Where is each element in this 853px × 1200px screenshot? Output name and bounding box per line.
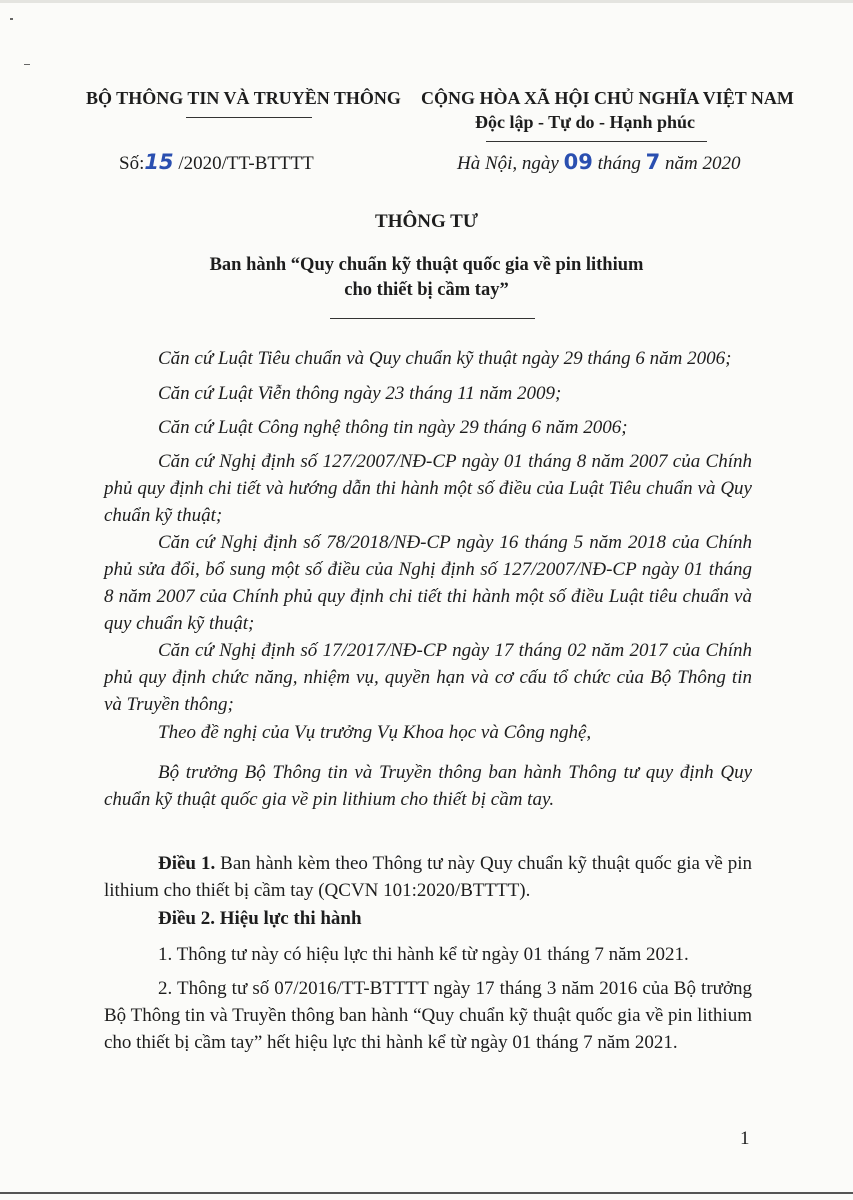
- doc-number-handwritten: 15: [144, 150, 174, 174]
- legal-basis-3: Căn cứ Luật Công nghệ thông tin ngày 29 tháng 6 năm 2006;: [158, 417, 628, 438]
- date-month-word: tháng: [592, 153, 646, 174]
- date-month-handwritten: 7: [645, 150, 661, 174]
- legal-basis-2: Căn cứ Luật Viễn thông ngày 23 tháng 11 năm 2009;: [158, 383, 562, 404]
- subtitle-line-2: cho thiết bị cầm tay”: [344, 280, 509, 300]
- motto-underline: [486, 141, 707, 142]
- legal-basis-6: Căn cứ Nghị định số 17/2017/NĐ-CP ngày 17 tháng 02 năm 2017 của Chính phủ quy định chức năng, nhiệm vụ, quyền hạn và cơ cấu tổ chức của Bộ Thông tin và Truyền thông;: [104, 640, 752, 715]
- scan-speck: [24, 64, 30, 65]
- title-underline: [330, 318, 535, 319]
- ministry-name: BỘ THÔNG TIN VÀ TRUYỀN THÔNG: [86, 88, 401, 108]
- doc-number-suffix: /2020/TT-BTTTT: [173, 153, 314, 174]
- scan-speck: [10, 18, 13, 20]
- ministry-underline: [186, 117, 312, 118]
- article-1: [104, 850, 752, 904]
- article-1-label: Điều 1.: [158, 853, 216, 874]
- document-date: [457, 150, 740, 175]
- document-type-title: THÔNG TƯ: [375, 211, 478, 232]
- doc-number-prefix: Số:: [119, 153, 145, 174]
- legal-basis-4: Căn cứ Nghị định số 127/2007/NĐ-CP ngày 01 tháng 8 năm 2007 của Chính phủ quy định chi tiết và hướng dẫn thi hành một số điều của Luật Tiêu chuẩn và Quy chuẩn kỹ thuật;: [104, 451, 752, 526]
- article-2-clause-1: 1. Thông tư này có hiệu lực thi hành kể từ ngày 01 tháng 7 năm 2021.: [158, 944, 689, 965]
- legal-basis-5: Căn cứ Nghị định số 78/2018/NĐ-CP ngày 16 tháng 5 năm 2018 của Chính phủ sửa đổi, bổ sung một số điều của Nghị định số 127/2007/NĐ-CP ngày 01 tháng 8 năm 2007 của Chính phủ quy định chi tiết thi hành một số điều Luật tiêu chuẩn và quy chuẩn kỹ thuật;: [104, 532, 752, 634]
- date-suffix: năm 2020: [660, 153, 741, 174]
- date-prefix: Hà Nội, ngày: [457, 153, 564, 174]
- document-number: [119, 150, 314, 175]
- date-day-handwritten: 09: [563, 150, 593, 174]
- legal-basis-1: Căn cứ Luật Tiêu chuẩn và Quy chuẩn kỹ thuật ngày 29 tháng 6 năm 2006;: [158, 348, 732, 369]
- scan-edge-top: [0, 0, 853, 3]
- subtitle-line-1: Ban hành “Quy chuẩn kỹ thuật quốc gia về pin lithium: [209, 255, 644, 275]
- article-2-heading: Điều 2. Hiệu lực thi hành: [158, 908, 362, 929]
- article-2-clause-2: 2. Thông tư số 07/2016/TT-BTTTT ngày 17 tháng 3 năm 2016 của Bộ trưởng Bộ Thông tin và Truyền thông ban hành “Quy chuẩn kỹ thuật quốc gia về pin lithium cho thiết bị cầm tay” hết hiệu lực thi hành kể từ ngày 01 tháng 7 năm 2021.: [104, 978, 752, 1053]
- scan-edge-bottom: [0, 1192, 853, 1194]
- page-number: 1: [740, 1128, 750, 1149]
- issuance-statement: Bộ trưởng Bộ Thông tin và Truyền thông ban hành Thông tư quy định Quy chuẩn kỹ thuật quốc gia về pin lithium cho thiết bị cầm tay.: [104, 762, 752, 810]
- national-motto: Độc lập - Tự do - Hạnh phúc: [475, 112, 696, 132]
- proposal-line: Theo đề nghị của Vụ trưởng Vụ Khoa học và Công nghệ,: [158, 722, 592, 743]
- country-name: CỘNG HÒA XÃ HỘI CHỦ NGHĨA VIỆT NAM: [421, 88, 794, 108]
- article-1-text: Ban hành kèm theo Thông tư này Quy chuẩn kỹ thuật quốc gia về pin lithium cho thiết bị cầm tay (QCVN 101:2020/BTTTT).: [104, 853, 753, 901]
